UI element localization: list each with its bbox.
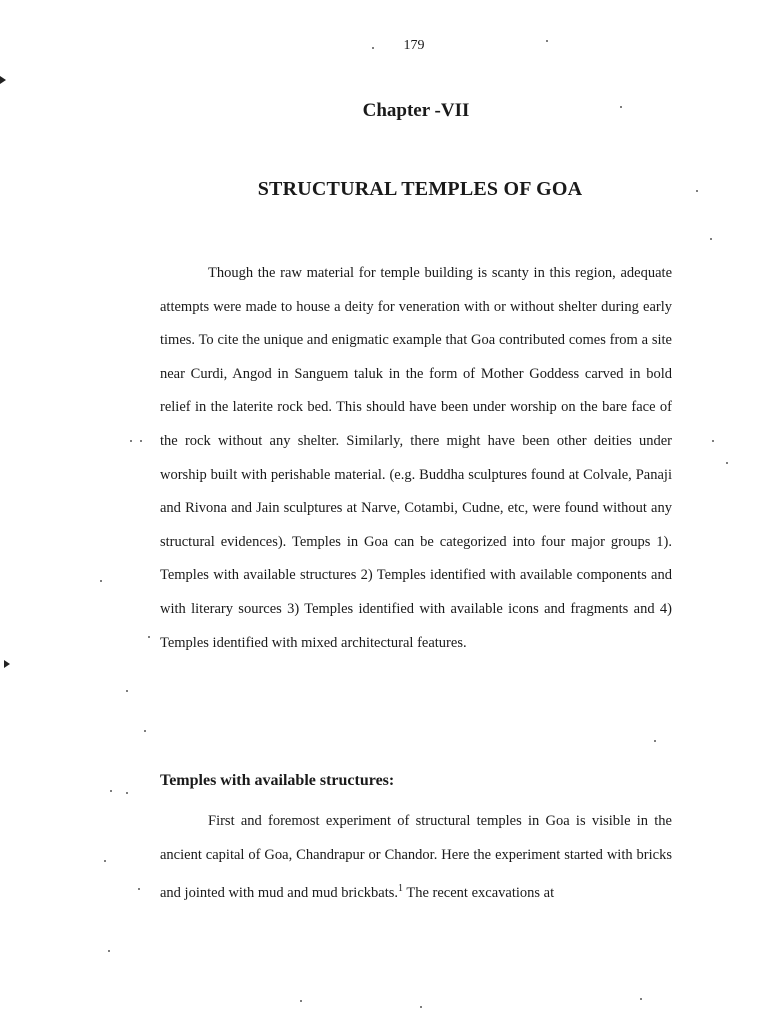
scan-speck: [640, 998, 642, 1000]
scan-speck: [546, 40, 548, 42]
scan-speck: [138, 888, 140, 890]
scan-speck: [726, 462, 728, 464]
scan-speck: [110, 790, 112, 792]
scan-speck: [710, 238, 712, 240]
page-title: STRUCTURAL TEMPLES OF GOA: [257, 178, 583, 200]
scan-speck: [144, 730, 146, 732]
paragraph-intro-text: Though the raw material for temple building is scanty in this region, adequate attempts were made to house a deity for veneration with or without shelter during early times. To cite the unique and enigmatic example that Goa contributed comes from a site near Curdi, Angod in Sanguem taluk in the form of Mother Goddess carved in bold relief in the laterite rock bed. This should have been under worship on the bare face of the rock without any shelter. Similarly, there might have been other deities under worship built with perishable material. (e.g. Buddha sculptures found at Colvale, Panaji and Rivona and Jain sculptures at Narve, Cotambi, Cudne, etc, were found without any structural evidences). Temples in Goa can be categorized into four major groups 1). Temples with available structures 2) Temples identified with available components and with literary sources 3) Temples identified with available icons and fragments and 4) Temples identified with mixed architectural features.: [160, 265, 672, 651]
scan-speck: [300, 1000, 302, 1002]
scan-arrow-mark-middle: [4, 660, 10, 668]
scan-speck: [372, 47, 374, 49]
scan-speck: [126, 792, 128, 794]
scan-speck: [148, 636, 150, 638]
scan-arrow-mark-top: [0, 76, 6, 84]
chapter-title: Chapter -VII: [362, 100, 470, 121]
paragraph-structures-text-start: First and foremost experiment of structural temples in Goa is visible in the ancient capital of Goa, Chandrapur or Chandor. Here the experiment started with bricks and jointed with mud and mud brickbats.: [160, 813, 672, 902]
scan-speck: [130, 440, 132, 442]
scan-speck: [620, 106, 622, 108]
scan-speck: [696, 190, 698, 192]
page-number: 179: [403, 38, 425, 53]
scan-speck: [104, 860, 106, 862]
section-heading: Temples with available structures:: [160, 772, 395, 789]
scan-speck: [140, 440, 142, 442]
paragraph-structures-text: [160, 805, 672, 911]
footnote-marker: 1: [398, 883, 404, 895]
scan-speck: [654, 740, 656, 742]
scan-speck: [712, 440, 714, 442]
scan-speck: [126, 690, 128, 692]
paragraph-structures: [160, 805, 672, 911]
scan-speck: [108, 950, 110, 952]
paragraph-structures-text-end: The recent excavations at: [403, 885, 555, 902]
paragraph-intro: [160, 257, 672, 660]
scan-speck: [420, 1006, 422, 1008]
scan-speck: [100, 580, 102, 582]
